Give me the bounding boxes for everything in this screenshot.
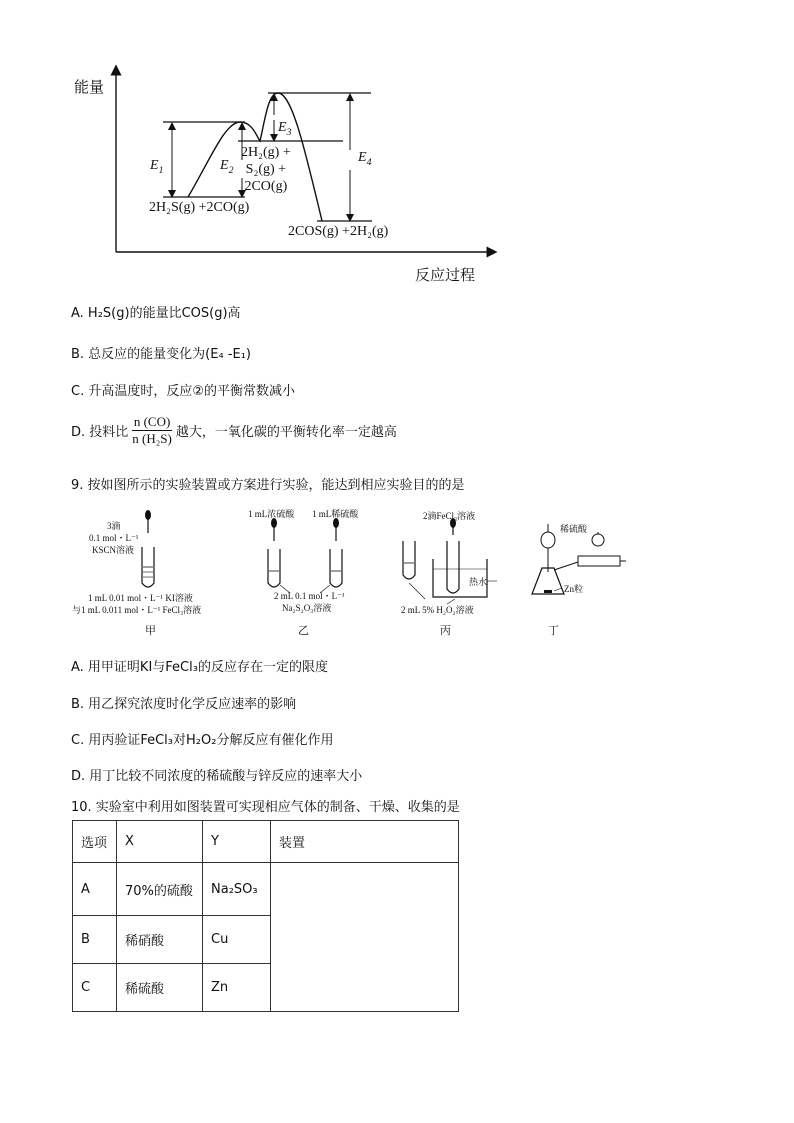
apparatus-cell — [271, 863, 459, 1012]
state-mid-label: 2H₂(g) + S₂(g) + 2CO(g) — [241, 145, 291, 194]
jia-label-top1: 3滴 — [107, 521, 121, 531]
q9-option-b: B. 用乙探究浓度时化学反应速率的影响 — [71, 697, 297, 712]
table-cell: Cu — [203, 916, 271, 964]
table-cell: Na₂SO₃ — [203, 863, 271, 916]
caption-jia: 甲 — [145, 625, 156, 637]
table-cell: 稀硝酸 — [117, 916, 203, 964]
e3-label: $E_3$ — [278, 120, 292, 138]
table-header-cell: X — [117, 821, 203, 863]
q8-option-d-suffix: 越大，一氧化碳的平衡转化率一定越高 — [175, 425, 397, 440]
table-row — [73, 863, 459, 916]
feed-ratio-fraction — [130, 414, 174, 447]
q8-option-a: A. H₂S(g)的能量比COS(g)高 — [71, 306, 241, 321]
e4-label: $E_4$ — [358, 150, 372, 168]
apparatus-ding — [528, 520, 628, 610]
table-header-cell: 装置 — [271, 821, 459, 863]
bing-label-water: 热水 — [469, 577, 488, 587]
bing-label-bottom: 2 mL 5% H₂O₂溶液 — [401, 605, 474, 615]
e1-label: $E_1$ — [150, 158, 164, 176]
table-header-cell: Y — [203, 821, 271, 863]
q8-option-d — [71, 414, 397, 447]
apparatus-bing — [395, 505, 515, 620]
q10-table — [72, 820, 459, 1012]
ding-label-zn: Zn粒 — [564, 584, 583, 594]
q9-option-d: D. 用丁比较不同浓度的稀硫酸与锌反应的速率大小 — [71, 769, 363, 784]
table-cell: A — [73, 863, 117, 916]
ding-label-acid: 稀硫酸 — [560, 524, 588, 534]
table-cell: B — [73, 916, 117, 964]
q9-option-c: C. 用丙验证FeCl₃对H₂O₂分解反应有催化作用 — [71, 733, 334, 748]
q9-stem: 9. 按如图所示的实验装置或方案进行实验，能达到相应实验目的的是 — [71, 478, 465, 493]
x-axis-label: 反应过程 — [415, 266, 476, 284]
q8-option-b: B. 总反应的能量变化为(E₄ -E₁) — [71, 347, 252, 362]
table-header-row — [73, 821, 459, 863]
yi-label-bottom1: 2 mL 0.1 mol・L⁻¹ — [274, 591, 345, 601]
e2-label: $E_2$ — [220, 158, 234, 176]
state-final-label: 2COS(g) +2H₂(g) — [288, 224, 389, 239]
q8-option-d-prefix: D. 投料比 — [71, 425, 129, 440]
energy-diagram — [60, 60, 510, 290]
table-cell: 70%的硫酸 — [117, 863, 203, 916]
table-cell: 稀硫酸 — [117, 964, 203, 1012]
jia-label-bottom2: 与1 mL 0.011 mol・L⁻¹ FeCl₃溶液 — [72, 605, 202, 615]
q10-stem: 10. 实验室中利用如图装置可实现相应气体的制备、干燥、收集的是 — [71, 800, 460, 815]
bing-label-top: 2滴FeCl₃溶液 — [423, 511, 476, 521]
fraction-denominator: n (H₂S) — [132, 431, 172, 446]
jia-label-bottom1: 1 mL 0.01 mol・L⁻¹ KI溶液 — [88, 593, 193, 603]
caption-ding: 丁 — [548, 625, 559, 637]
yi-label-left: 1 mL浓硫酸 — [248, 509, 295, 519]
table-cell: Zn — [203, 964, 271, 1012]
table-header-cell: 选项 — [73, 821, 117, 863]
apparatus-yi — [240, 505, 370, 620]
state-initial-label: 2H₂S(g) +2CO(g) — [149, 200, 250, 215]
jia-label-top3: KSCN溶液 — [92, 545, 135, 555]
caption-yi: 乙 — [298, 625, 309, 637]
table-cell: C — [73, 964, 117, 1012]
yi-label-bottom2: Na₂S₂O₃溶液 — [282, 603, 332, 613]
y-axis-label: 能量 — [74, 78, 105, 96]
caption-bing: 丙 — [440, 625, 451, 637]
yi-label-right: 1 mL稀硫酸 — [312, 509, 359, 519]
apparatus-jia — [70, 505, 230, 635]
q8-option-c: C. 升高温度时，反应②的平衡常数减小 — [71, 384, 295, 399]
q9-option-a: A. 用甲证明KI与FeCl₃的反应存在一定的限度 — [71, 660, 328, 675]
jia-label-top2: 0.1 mol・L⁻¹ — [89, 533, 139, 543]
fraction-numerator: n (CO) — [133, 414, 171, 429]
